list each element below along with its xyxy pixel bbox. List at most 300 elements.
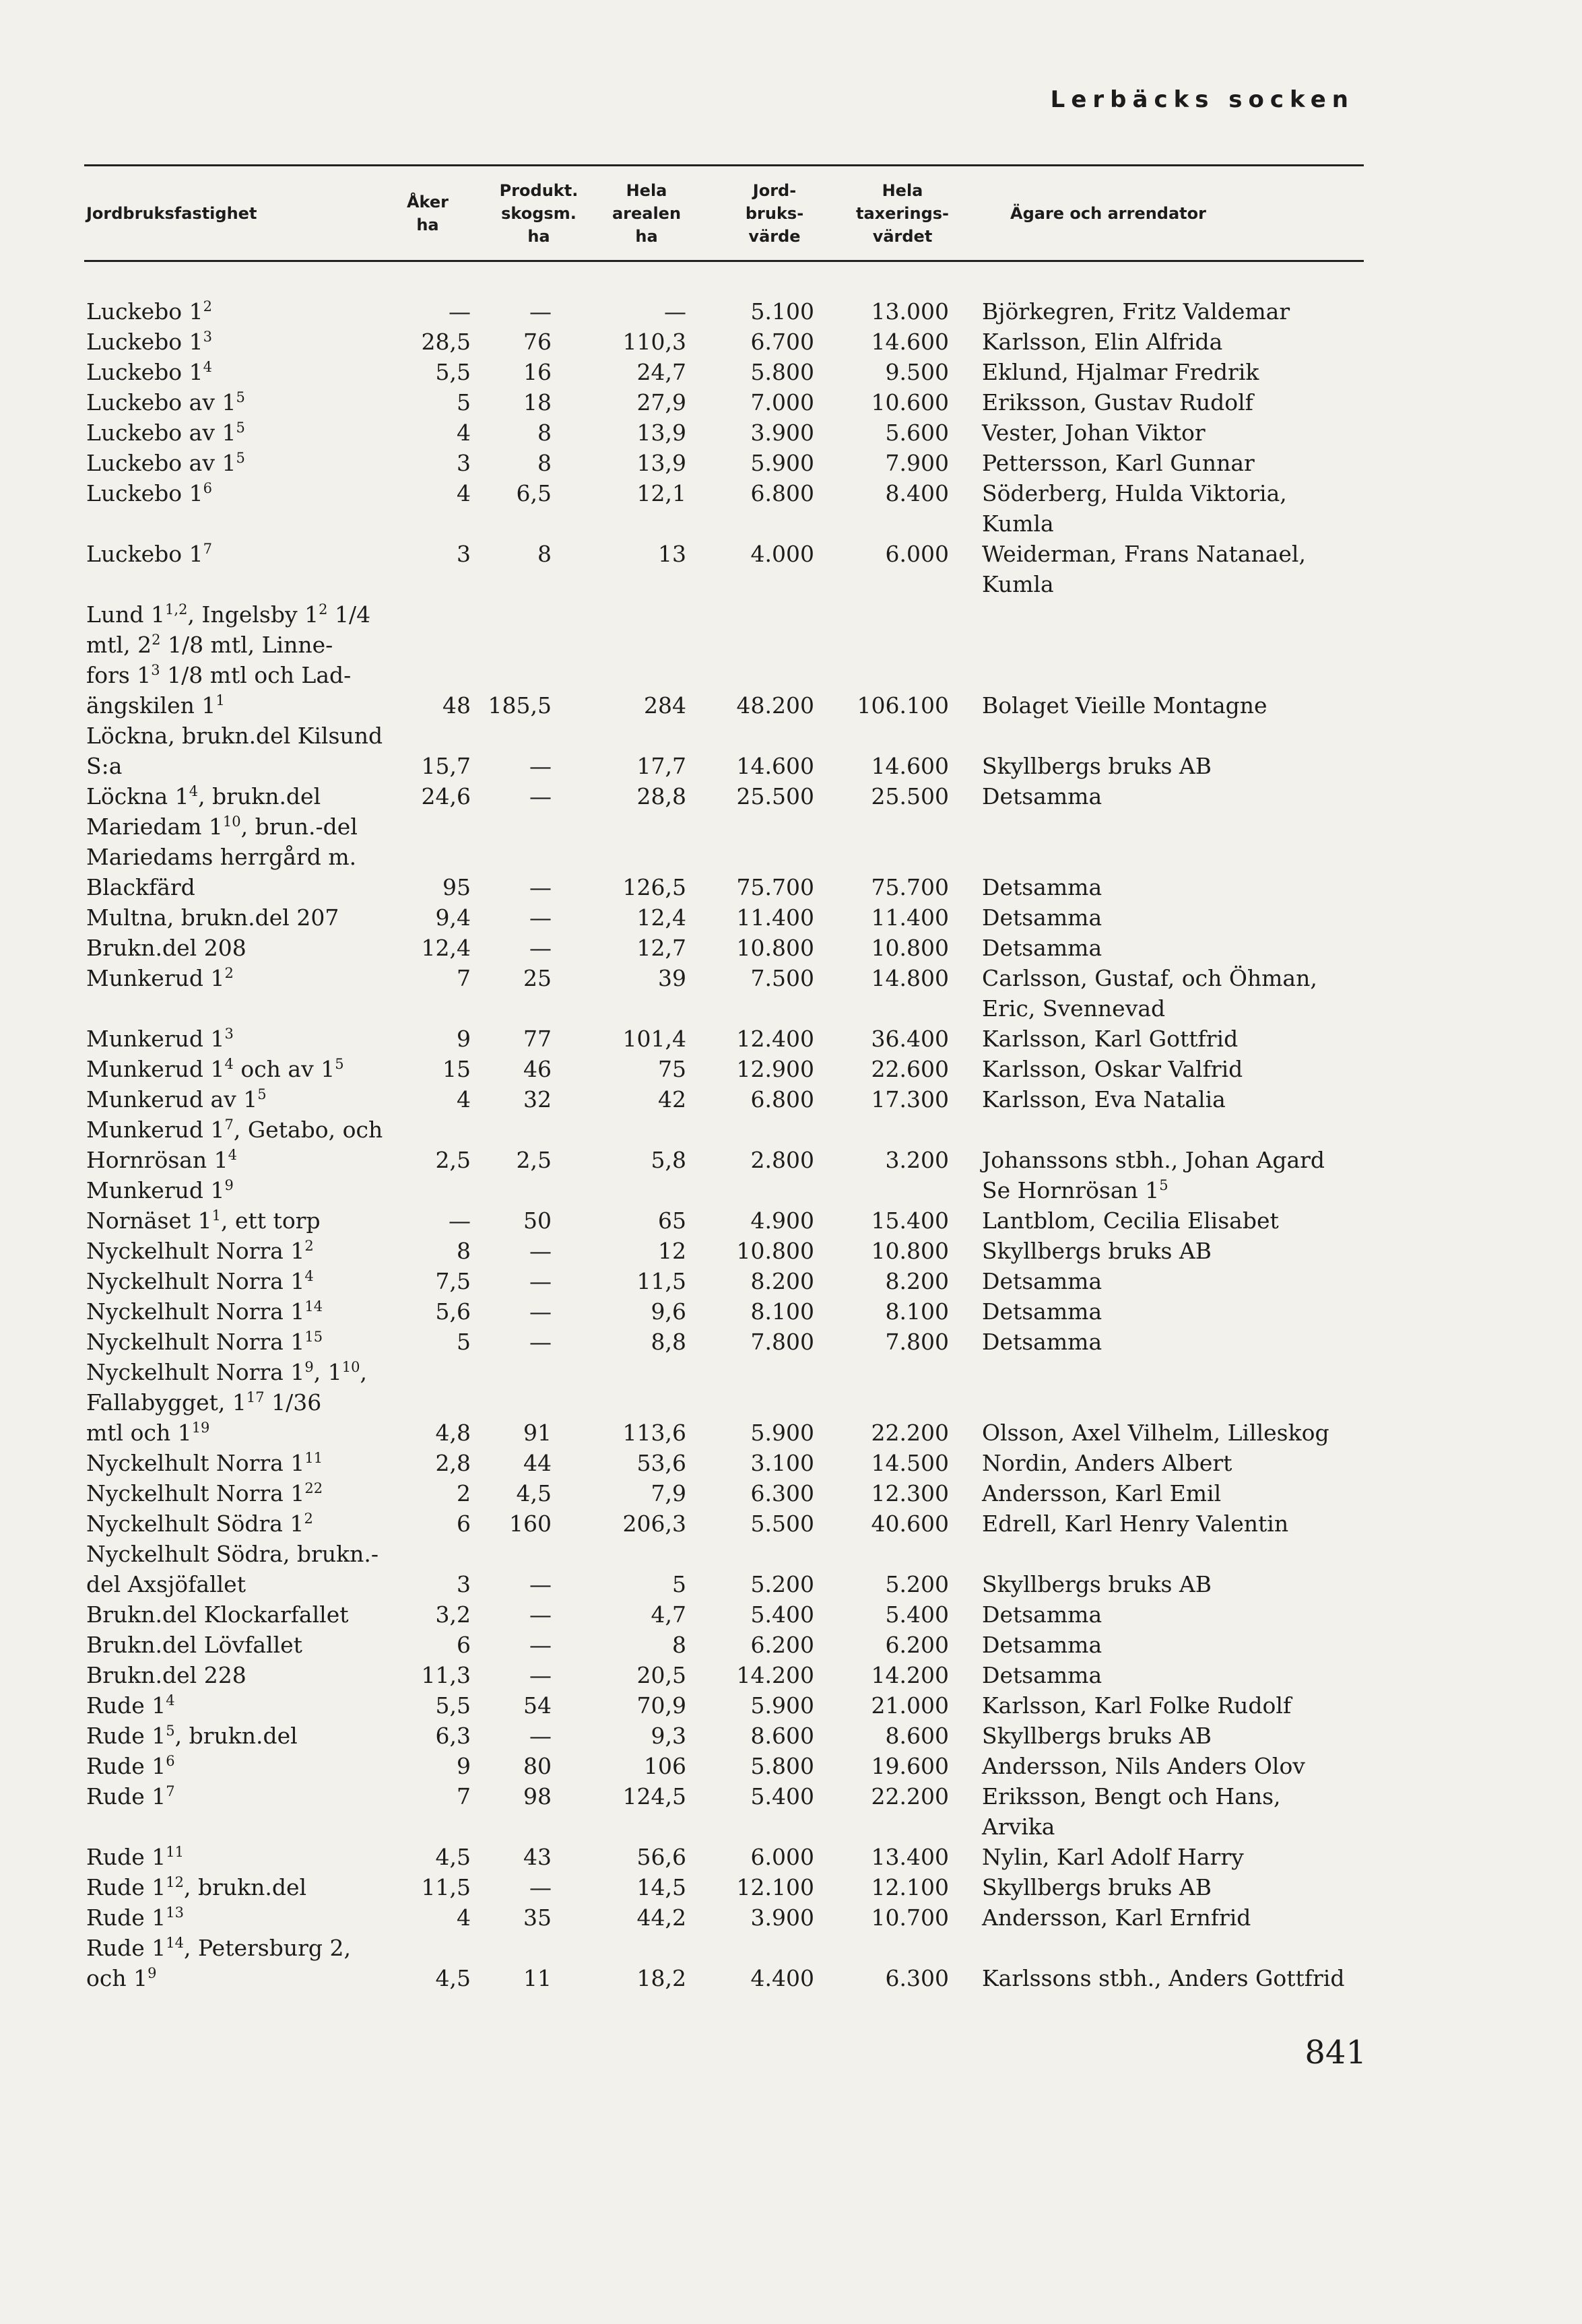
areal-cell: 42 xyxy=(658,1086,686,1113)
taxeringsvarde-cell: 12.300 xyxy=(871,1480,949,1506)
aker-cell: 9 xyxy=(457,1753,471,1779)
aker-cell: 6,3 xyxy=(435,1723,471,1749)
areal-cell: 12 xyxy=(658,1238,686,1264)
owner-cell: Se Hornrösan $1^5$ xyxy=(982,1177,1168,1203)
jordbruksvarde-cell: 8.200 xyxy=(750,1268,814,1294)
aker-cell: 2 xyxy=(457,1480,471,1506)
taxeringsvarde-cell: 10.600 xyxy=(871,389,949,416)
jordbruksvarde-cell: 48.200 xyxy=(736,692,814,719)
owner-cell: Karlsson, Elin Alfrida xyxy=(982,329,1223,355)
table-row xyxy=(0,1448,1582,1478)
areal-cell: 53,6 xyxy=(636,1450,686,1476)
table-row xyxy=(0,1296,1582,1327)
aker-cell: 12,4 xyxy=(421,935,471,961)
skogsmark-cell: 185,5 xyxy=(488,692,552,719)
table-row xyxy=(0,933,1582,963)
aker-cell: 6 xyxy=(457,1632,471,1658)
skogsmark-cell: — xyxy=(529,1571,552,1597)
areal-cell: 284 xyxy=(644,692,686,719)
owner-cell: Detsamma xyxy=(982,1632,1102,1658)
jordbruksvarde-cell: 11.400 xyxy=(736,904,814,931)
owner-cell: Karlssons stbh., Anders Gottfrid xyxy=(982,1965,1345,1991)
property-name: Rude $1^6$ xyxy=(86,1753,175,1779)
skogsmark-cell: — xyxy=(529,753,552,779)
owner-cell: Detsamma xyxy=(982,1329,1102,1355)
owner-cell: Skyllbergs bruks AB xyxy=(982,1723,1212,1749)
aker-cell: 2,5 xyxy=(435,1147,471,1173)
taxeringsvarde-cell: 6.300 xyxy=(885,1965,949,1991)
owner-cell: Vester, Johan Viktor xyxy=(982,420,1206,446)
skogsmark-cell: 50 xyxy=(523,1207,552,1234)
jordbruksvarde-cell: 14.600 xyxy=(736,753,814,779)
table-top-rule xyxy=(84,164,1364,166)
taxeringsvarde-cell: 13.000 xyxy=(871,298,949,325)
owner-cell: Andersson, Karl Emil xyxy=(982,1480,1222,1506)
jordbruksvarde-cell: 5.800 xyxy=(750,1753,814,1779)
taxeringsvarde-cell: 5.400 xyxy=(885,1601,949,1628)
owner-cell: Karlsson, Karl Gottfrid xyxy=(982,1026,1239,1052)
taxeringsvarde-cell: 11.400 xyxy=(871,904,949,931)
aker-cell: 7,5 xyxy=(435,1268,471,1294)
property-name: Nyckelhult Norra $1^9$, $1^{10}$, Fallabygget, $1^{17}$ 1/36 mtl och $1^{19}$ xyxy=(86,1359,367,1446)
table-row xyxy=(0,1539,1582,1599)
property-name: Nyckelhult Södra, brukn.- del Axsjöfallet xyxy=(86,1541,378,1597)
jordbruksvarde-cell: 12.900 xyxy=(736,1056,814,1082)
owner-cell: Andersson, Karl Ernfrid xyxy=(982,1904,1251,1931)
skogsmark-cell: 8 xyxy=(537,541,552,567)
aker-cell: 2,8 xyxy=(435,1450,471,1476)
skogsmark-cell: 77 xyxy=(523,1026,552,1052)
table-row xyxy=(0,721,1582,781)
taxeringsvarde-cell: 9.500 xyxy=(885,359,949,385)
jordbruksvarde-cell: 7.800 xyxy=(750,1329,814,1355)
owner-cell: Detsamma xyxy=(982,904,1102,931)
aker-cell: 3 xyxy=(457,541,471,567)
areal-cell: 9,6 xyxy=(651,1298,686,1325)
taxeringsvarde-cell: 14.800 xyxy=(871,965,949,991)
aker-cell: 4 xyxy=(457,1086,471,1113)
skogsmark-cell: — xyxy=(529,1329,552,1355)
aker-cell: 5,6 xyxy=(435,1298,471,1325)
header-hela-arealen: Hela arealen ha xyxy=(612,181,682,246)
areal-cell: 101,4 xyxy=(622,1026,686,1052)
skogsmark-cell: 2,5 xyxy=(516,1147,552,1173)
skogsmark-cell: — xyxy=(529,1662,552,1688)
skogsmark-cell: 6,5 xyxy=(516,480,552,506)
areal-cell: 65 xyxy=(658,1207,686,1234)
table-row xyxy=(0,1357,1582,1448)
header-agare: Ägare och arrendator xyxy=(1010,204,1206,223)
taxeringsvarde-cell: 14.200 xyxy=(871,1662,949,1688)
table-row xyxy=(0,1781,1582,1842)
jordbruksvarde-cell: 5.900 xyxy=(750,1420,814,1446)
property-name: Nyckelhult Norra $1^{15}$ xyxy=(86,1329,323,1355)
skogsmark-cell: — xyxy=(529,1601,552,1628)
aker-cell: 3,2 xyxy=(435,1601,471,1628)
property-name: Munkerud $1^7$, Getabo, och Hornrösan $1^4$ xyxy=(86,1117,383,1173)
owner-cell: Skyllbergs bruks AB xyxy=(982,1874,1212,1900)
owner-cell: Detsamma xyxy=(982,1298,1102,1325)
jordbruksvarde-cell: 5.400 xyxy=(750,1601,814,1628)
aker-cell: 5 xyxy=(457,1329,471,1355)
property-name: Rude $1^{13}$ xyxy=(86,1904,184,1931)
aker-cell: 15 xyxy=(442,1056,471,1082)
table-row xyxy=(0,781,1582,811)
skogsmark-cell: — xyxy=(529,298,552,325)
taxeringsvarde-cell: 14.600 xyxy=(871,753,949,779)
property-name: Munkerud $1^3$ xyxy=(86,1026,234,1052)
areal-cell: 11,5 xyxy=(636,1268,686,1294)
owner-cell: Nordin, Anders Albert xyxy=(982,1450,1232,1476)
jordbruksvarde-cell: 6.800 xyxy=(750,1086,814,1113)
jordbruksvarde-cell: 8.600 xyxy=(750,1723,814,1749)
property-name: Lund 1$^{1,2}$, Ingelsby $1^2$ 1/4 mtl, $2^2$ 1/8 mtl, Linne- fors $1^3$ 1/8 mtl och Lad- ängskilen $1^1$ xyxy=(86,601,371,719)
header-jordbruksvarde: Jord- bruks- värde xyxy=(745,181,804,246)
table-row xyxy=(0,811,1582,902)
areal-cell: 13 xyxy=(658,541,686,567)
skogsmark-cell: — xyxy=(529,1268,552,1294)
aker-cell: 11,5 xyxy=(421,1874,471,1900)
property-name: Nyckelhult Norra $1^{22}$ xyxy=(86,1480,323,1506)
taxeringsvarde-cell: 40.600 xyxy=(871,1510,949,1537)
property-name: Luckebo av $1^5$ xyxy=(86,389,245,416)
property-name: Brukn.del Klockarfallet xyxy=(86,1601,349,1628)
table-row xyxy=(0,1175,1582,1205)
table-row xyxy=(0,599,1582,721)
areal-cell: 12,1 xyxy=(636,480,686,506)
property-name: Brukn.del 228 xyxy=(86,1662,246,1688)
skogsmark-cell: — xyxy=(529,1632,552,1658)
table-row xyxy=(0,1872,1582,1902)
owner-cell: Detsamma xyxy=(982,874,1102,900)
areal-cell: 18,2 xyxy=(636,1965,686,1991)
property-name: Nyckelhult Norra $1^{11}$ xyxy=(86,1450,323,1476)
owner-cell: Detsamma xyxy=(982,1662,1102,1688)
owner-cell: Karlsson, Oskar Valfrid xyxy=(982,1056,1243,1082)
jordbruksvarde-cell: 12.100 xyxy=(736,1874,814,1900)
table-row xyxy=(0,1266,1582,1296)
aker-cell: 8 xyxy=(457,1238,471,1264)
taxeringsvarde-cell: 8.200 xyxy=(885,1268,949,1294)
areal-cell: 126,5 xyxy=(622,874,686,900)
table-row xyxy=(0,1721,1582,1751)
areal-cell: 28,8 xyxy=(636,783,686,809)
taxeringsvarde-cell: 8.600 xyxy=(885,1723,949,1749)
areal-cell: 44,2 xyxy=(636,1904,686,1931)
skogsmark-cell: — xyxy=(529,904,552,931)
jordbruksvarde-cell: 7.000 xyxy=(750,389,814,416)
table-row xyxy=(0,1508,1582,1539)
jordbruksvarde-cell: 6.800 xyxy=(750,480,814,506)
taxeringsvarde-cell: 22.200 xyxy=(871,1420,949,1446)
owner-cell: Detsamma xyxy=(982,1601,1102,1628)
owner-cell: Eriksson, Bengt och Hans, Arvika xyxy=(982,1783,1281,1840)
owner-cell: Skyllbergs bruks AB xyxy=(982,1571,1212,1597)
aker-cell: 6 xyxy=(457,1510,471,1537)
areal-cell: 110,3 xyxy=(622,329,686,355)
skogsmark-cell: 76 xyxy=(523,329,552,355)
property-name: Luckebo $1^2$ xyxy=(86,298,213,325)
table-row xyxy=(0,1933,1582,1993)
aker-cell: — xyxy=(449,298,471,325)
table-row xyxy=(0,448,1582,478)
table-row xyxy=(0,1084,1582,1115)
property-name: Nyckelhult Södra $1^2$ xyxy=(86,1510,313,1537)
areal-cell: 17,7 xyxy=(636,753,686,779)
table-row xyxy=(0,902,1582,933)
areal-cell: 70,9 xyxy=(636,1692,686,1719)
running-title: Lerbäcks socken xyxy=(1050,86,1354,113)
property-name: Rude $1^5$, brukn.del xyxy=(86,1723,298,1749)
taxeringsvarde-cell: 10.800 xyxy=(871,935,949,961)
areal-cell: 56,6 xyxy=(636,1844,686,1870)
property-name: Nyckelhult Norra $1^2$ xyxy=(86,1238,314,1264)
aker-cell: 3 xyxy=(457,450,471,476)
skogsmark-cell: 160 xyxy=(509,1510,552,1537)
jordbruksvarde-cell: 14.200 xyxy=(736,1662,814,1688)
header-aker: Åker ha xyxy=(406,193,449,234)
owner-cell: Söderberg, Hulda Viktoria, Kumla xyxy=(982,480,1287,537)
table-row xyxy=(0,1236,1582,1266)
jordbruksvarde-cell: 2.800 xyxy=(750,1147,814,1173)
skogsmark-cell: 16 xyxy=(523,359,552,385)
owner-cell: Pettersson, Karl Gunnar xyxy=(982,450,1255,476)
header-taxeringsvardet: Hela taxerings- värdet xyxy=(856,181,949,246)
table-row xyxy=(0,418,1582,448)
aker-cell: 5,5 xyxy=(435,1692,471,1719)
aker-cell: 48 xyxy=(442,692,471,719)
taxeringsvarde-cell: 10.800 xyxy=(871,1238,949,1264)
jordbruksvarde-cell: 4.900 xyxy=(750,1207,814,1234)
table-row xyxy=(0,963,1582,1024)
jordbruksvarde-cell: 6.300 xyxy=(750,1480,814,1506)
jordbruksvarde-cell: 25.500 xyxy=(736,783,814,809)
areal-cell: 113,6 xyxy=(622,1420,686,1446)
taxeringsvarde-cell: 25.500 xyxy=(871,783,949,809)
aker-cell: 95 xyxy=(442,874,471,900)
taxeringsvarde-cell: 21.000 xyxy=(871,1692,949,1719)
table-row xyxy=(0,1842,1582,1872)
aker-cell: 4,8 xyxy=(435,1420,471,1446)
property-name: Nornäset $1^1$, ett torp xyxy=(86,1207,321,1234)
jordbruksvarde-cell: 12.400 xyxy=(736,1026,814,1052)
areal-cell: 75 xyxy=(658,1056,686,1082)
taxeringsvarde-cell: 3.200 xyxy=(885,1147,949,1173)
owner-cell: Bolaget Vieille Montagne xyxy=(982,692,1267,719)
owner-cell: Eklund, Hjalmar Fredrik xyxy=(982,359,1259,385)
jordbruksvarde-cell: 5.100 xyxy=(750,298,814,325)
property-name: Rude $1^7$ xyxy=(86,1783,175,1810)
property-name: Nyckelhult Norra $1^4$ xyxy=(86,1268,314,1294)
table-row xyxy=(0,296,1582,327)
table-row xyxy=(0,1630,1582,1660)
taxeringsvarde-cell: 14.500 xyxy=(871,1450,949,1476)
table-row xyxy=(0,1751,1582,1781)
areal-cell: 8 xyxy=(672,1632,686,1658)
skogsmark-cell: 91 xyxy=(523,1420,552,1446)
areal-cell: 12,7 xyxy=(636,935,686,961)
owner-cell: Olsson, Axel Vilhelm, Lilleskog xyxy=(982,1420,1329,1446)
table-row xyxy=(0,1327,1582,1357)
table-row xyxy=(0,1660,1582,1690)
areal-cell: 8,8 xyxy=(651,1329,686,1355)
table-row xyxy=(0,1599,1582,1630)
owner-cell: Karlsson, Karl Folke Rudolf xyxy=(982,1692,1292,1719)
table-row xyxy=(0,327,1582,357)
property-name: Munkerud $1^9$ xyxy=(86,1177,234,1203)
taxeringsvarde-cell: 75.700 xyxy=(871,874,949,900)
aker-cell: 5,5 xyxy=(435,359,471,385)
jordbruksvarde-cell: 5.500 xyxy=(750,1510,814,1537)
table-row xyxy=(0,357,1582,387)
jordbruksvarde-cell: 5.400 xyxy=(750,1783,814,1810)
property-name: Brukn.del 208 xyxy=(86,935,246,961)
taxeringsvarde-cell: 7.800 xyxy=(885,1329,949,1355)
owner-cell: Skyllbergs bruks AB xyxy=(982,753,1212,779)
skogsmark-cell: 8 xyxy=(537,420,552,446)
skogsmark-cell: 43 xyxy=(523,1844,552,1870)
areal-cell: 124,5 xyxy=(622,1783,686,1810)
owner-cell: Detsamma xyxy=(982,1268,1102,1294)
jordbruksvarde-cell: 5.900 xyxy=(750,450,814,476)
table-header-rule xyxy=(84,260,1364,262)
table-row xyxy=(0,387,1582,418)
aker-cell: 9,4 xyxy=(435,904,471,931)
jordbruksvarde-cell: 6.700 xyxy=(750,329,814,355)
skogsmark-cell: — xyxy=(529,1238,552,1264)
jordbruksvarde-cell: 8.100 xyxy=(750,1298,814,1325)
property-name: Luckebo $1^7$ xyxy=(86,541,213,567)
page-number: 841 xyxy=(1305,2034,1366,2071)
taxeringsvarde-cell: 6.000 xyxy=(885,541,949,567)
areal-cell: 13,9 xyxy=(636,420,686,446)
aker-cell: — xyxy=(449,1207,471,1234)
taxeringsvarde-cell: 5.600 xyxy=(885,420,949,446)
table-row xyxy=(0,1690,1582,1721)
aker-cell: 4,5 xyxy=(435,1965,471,1991)
header-skogsmark: Produkt. skogsm. ha xyxy=(499,181,579,246)
jordbruksvarde-cell: 5.800 xyxy=(750,359,814,385)
skogsmark-cell: 11 xyxy=(523,1965,552,1991)
property-name: Luckebo $1^4$ xyxy=(86,359,213,385)
jordbruksvarde-cell: 6.200 xyxy=(750,1632,814,1658)
table-row xyxy=(0,478,1582,539)
taxeringsvarde-cell: 36.400 xyxy=(871,1026,949,1052)
areal-cell: 13,9 xyxy=(636,450,686,476)
taxeringsvarde-cell: 15.400 xyxy=(871,1207,949,1234)
skogsmark-cell: — xyxy=(529,783,552,809)
jordbruksvarde-cell: 10.800 xyxy=(736,935,814,961)
areal-cell: 24,7 xyxy=(636,359,686,385)
owner-cell: Eriksson, Gustav Rudolf xyxy=(982,389,1253,416)
table-row xyxy=(0,1478,1582,1508)
jordbruksvarde-cell: 75.700 xyxy=(736,874,814,900)
skogsmark-cell: 32 xyxy=(523,1086,552,1113)
aker-cell: 15,7 xyxy=(421,753,471,779)
owner-cell: Nylin, Karl Adolf Harry xyxy=(982,1844,1244,1870)
property-name: Rude $1^4$ xyxy=(86,1692,175,1719)
taxeringsvarde-cell: 22.200 xyxy=(871,1783,949,1810)
property-name: Löckna $1^4$, brukn.del xyxy=(86,783,321,809)
areal-cell: 5,8 xyxy=(651,1147,686,1173)
areal-cell: 7,9 xyxy=(651,1480,686,1506)
aker-cell: 5 xyxy=(457,389,471,416)
taxeringsvarde-cell: 5.200 xyxy=(885,1571,949,1597)
skogsmark-cell: 8 xyxy=(537,450,552,476)
skogsmark-cell: 35 xyxy=(523,1904,552,1931)
aker-cell: 4 xyxy=(457,420,471,446)
property-name: Multna, brukn.del 207 xyxy=(86,904,339,931)
property-name: Rude $1^{14}$, Petersburg 2, och $1^9$ xyxy=(86,1935,351,1991)
skogsmark-cell: 80 xyxy=(523,1753,552,1779)
aker-cell: 4 xyxy=(457,1904,471,1931)
taxeringsvarde-cell: 7.900 xyxy=(885,450,949,476)
table-row xyxy=(0,1054,1582,1084)
property-name: Luckebo $1^3$ xyxy=(86,329,213,355)
table-row xyxy=(0,1024,1582,1054)
aker-cell: 7 xyxy=(457,965,471,991)
jordbruksvarde-cell: 7.500 xyxy=(750,965,814,991)
owner-cell: Johanssons stbh., Johan Agard xyxy=(982,1147,1325,1173)
areal-cell: 5 xyxy=(672,1571,686,1597)
property-name: Mariedam $1^{10}$, brun.-del Mariedams herrgård m. Blackfärd xyxy=(86,814,358,900)
skogsmark-cell: 18 xyxy=(523,389,552,416)
areal-cell: 14,5 xyxy=(636,1874,686,1900)
skogsmark-cell: 46 xyxy=(523,1056,552,1082)
skogsmark-cell: — xyxy=(529,874,552,900)
taxeringsvarde-cell: 8.400 xyxy=(885,480,949,506)
property-name: Rude $1^{12}$, brukn.del xyxy=(86,1874,307,1900)
table-row xyxy=(0,539,1582,599)
jordbruksvarde-cell: 6.000 xyxy=(750,1844,814,1870)
areal-cell: 9,3 xyxy=(651,1723,686,1749)
property-name: Luckebo av $1^5$ xyxy=(86,420,245,446)
aker-cell: 7 xyxy=(457,1783,471,1810)
aker-cell: 9 xyxy=(457,1026,471,1052)
areal-cell: 39 xyxy=(658,965,686,991)
property-name: Luckebo av $1^5$ xyxy=(86,450,245,476)
property-name: Nyckelhult Norra $1^{14}$ xyxy=(86,1298,323,1325)
jordbruksvarde-cell: 5.200 xyxy=(750,1571,814,1597)
areal-cell: 4,7 xyxy=(651,1601,686,1628)
areal-cell: 106 xyxy=(644,1753,686,1779)
aker-cell: 3 xyxy=(457,1571,471,1597)
property-name: Munkerud av $1^5$ xyxy=(86,1086,267,1113)
skogsmark-cell: — xyxy=(529,935,552,961)
aker-cell: 4 xyxy=(457,480,471,506)
skogsmark-cell: 98 xyxy=(523,1783,552,1810)
table-row xyxy=(0,1205,1582,1236)
owner-cell: Detsamma xyxy=(982,935,1102,961)
taxeringsvarde-cell: 22.600 xyxy=(871,1056,949,1082)
owner-cell: Andersson, Nils Anders Olov xyxy=(982,1753,1305,1779)
property-name: Munkerud $1^2$ xyxy=(86,965,234,991)
table-body xyxy=(0,296,1582,1993)
owner-cell: Weiderman, Frans Natanael, Kumla xyxy=(982,541,1306,597)
taxeringsvarde-cell: 106.100 xyxy=(857,692,949,719)
skogsmark-cell: 44 xyxy=(523,1450,552,1476)
jordbruksvarde-cell: 4.400 xyxy=(750,1965,814,1991)
taxeringsvarde-cell: 13.400 xyxy=(871,1844,949,1870)
aker-cell: 28,5 xyxy=(421,329,471,355)
table-header xyxy=(0,167,1582,260)
skogsmark-cell: — xyxy=(529,1874,552,1900)
areal-cell: — xyxy=(664,298,686,325)
owner-cell: Carlsson, Gustaf, och Öhman, Eric, Svennevad xyxy=(982,965,1317,1022)
property-name: Luckebo $1^6$ xyxy=(86,480,213,506)
taxeringsvarde-cell: 10.700 xyxy=(871,1904,949,1931)
aker-cell: 4,5 xyxy=(435,1844,471,1870)
